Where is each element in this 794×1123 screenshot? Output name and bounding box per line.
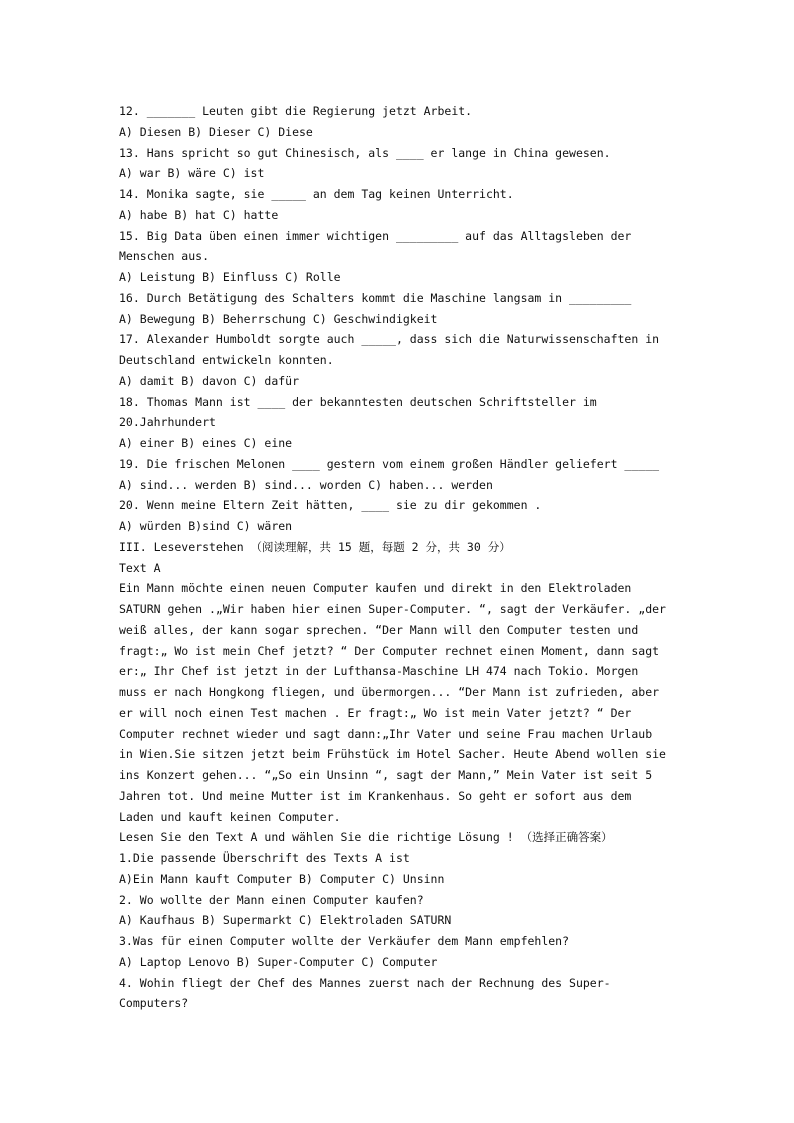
reading-question-3: 3.Was für einen Computer wollte der Verkäufer dem Mann empfehlen? [119,934,570,948]
text-a-title: Text A [119,560,161,575]
question-19: 19. Die frischen Melonen ____ gestern vom einem großen Händler geliefert _____ [119,456,660,471]
question-18: 18. Thomas Mann ist ____ der bekanntesten deutschen Schriftsteller im [119,394,597,409]
answer-options-14: A) habe B) hat C) hatte [119,207,279,222]
question-14: 14. Monika sagte, sie _____ an dem Tag keinen Unterricht. [119,187,514,201]
passage-line: ins Konzert gehen... “„So ein Unsinn “, sagt der Mann,” Mein Vater ist seit 5 [119,768,653,782]
reading-question-4-cont: Computers? [119,996,189,1011]
reading-question-4: 4. Wohin fliegt der Chef des Mannes zuerst nach der Rechnung des Super- [119,975,611,990]
reading-options-2: A) Kaufhaus B) Supermarkt C) Elektroladen SATURN [119,913,452,928]
passage-line: Jahren tot. Und meine Mutter ist im Krankenhaus. So geht er sofort aus dem [119,788,632,803]
reading-instruction: Lesen Sie den Text A und wählen Sie die richtige Lösung ! （选择正确答案） [119,830,613,845]
answer-options-20: A) würden B)sind C) wären [119,519,293,533]
answer-options-13: A) war B) wäre C) ist [119,166,265,181]
section-heading: III. Leseverstehen （阅读理解，共 15 题，每题 2 分，共 30 分） [119,539,511,554]
question-12: 12. _______ Leuten gibt die Regierung jetzt Arbeit. [119,104,473,118]
passage-line: muss er nach Hongkong fliegen, und übermorgen... “Der Mann ist zufrieden, aber [119,685,660,699]
question-15: 15. Big Data üben einen immer wichtigen _________ auf das Alltagsleben der [119,228,632,243]
passage-line: Computer rechnet wieder und sagt dann:„Ihr Vater und seine Frau machen Urlaub [119,726,653,741]
passage-line: weiß alles, der kann sogar sprechen. “Der Mann will den Computer testen und [119,622,639,637]
reading-question-2: 2. Wo wollte der Mann einen Computer kaufen? [119,892,424,907]
answer-options-12: A) Diesen B) Dieser C) Diese [119,124,313,139]
question-18-cont: 20.Jahrhundert [119,415,216,430]
reading-options-3: A) Laptop Lenovo B) Super-Computer C) Computer [119,954,438,969]
reading-options-1: A)Ein Mann kauft Computer B) Computer C) Unsinn [119,871,445,886]
answer-options-16: A) Bewegung B) Beherrschung C) Geschwindigkeit [119,311,438,326]
reading-question-1: 1.Die passende Überschrift des Texts A ist [119,851,410,865]
question-17: 17. Alexander Humboldt sorgte auch _____, dass sich die Naturwissenschaften in [119,332,660,347]
document-page [119,101,679,1014]
answer-options-18: A) einer B) eines C) eine [119,436,293,450]
question-20: 20. Wenn meine Eltern Zeit hätten, ____ sie zu dir gekommen . [119,498,542,513]
passage-line: fragt:„ Wo ist mein Chef jetzt? “ Der Computer rechnet einen Moment, dann sagt [119,643,660,658]
question-16: 16. Durch Betätigung des Schalters kommt die Maschine langsam in _________ [119,290,632,305]
answer-options-15: A) Leistung B) Einfluss C) Rolle [119,270,341,284]
answer-options-19: A) sind... werden B) sind... worden C) haben... werden [119,477,493,492]
passage-line: er:„ Ihr Chef ist jetzt in der Lufthansa-Maschine LH 474 nach Tokio. Morgen [119,664,639,679]
passage-line: in Wien.Sie sitzen jetzt beim Frühstück im Hotel Sacher. Heute Abend wollen sie [119,747,666,762]
question-15-cont: Menschen aus. [119,249,210,264]
passage-line: SATURN gehen .„Wir haben hier einen Super-Computer. “, sagt der Verkäufer. „der [119,602,666,616]
question-17-cont: Deutschland entwickeln konnten. [119,353,334,367]
passage-line: er will noch einen Test machen . Er fragt:„ Wo ist mein Vater jetzt? “ Der [119,705,632,720]
passage-line: Laden und kauft keinen Computer. [119,809,341,824]
passage-line: Ein Mann möchte einen neuen Computer kaufen und direkt in den Elektroladen [119,581,632,596]
answer-options-17: A) damit B) davon C) dafür [119,373,300,388]
question-13: 13. Hans spricht so gut Chinesisch, als ____ er lange in China gewesen. [119,145,611,160]
